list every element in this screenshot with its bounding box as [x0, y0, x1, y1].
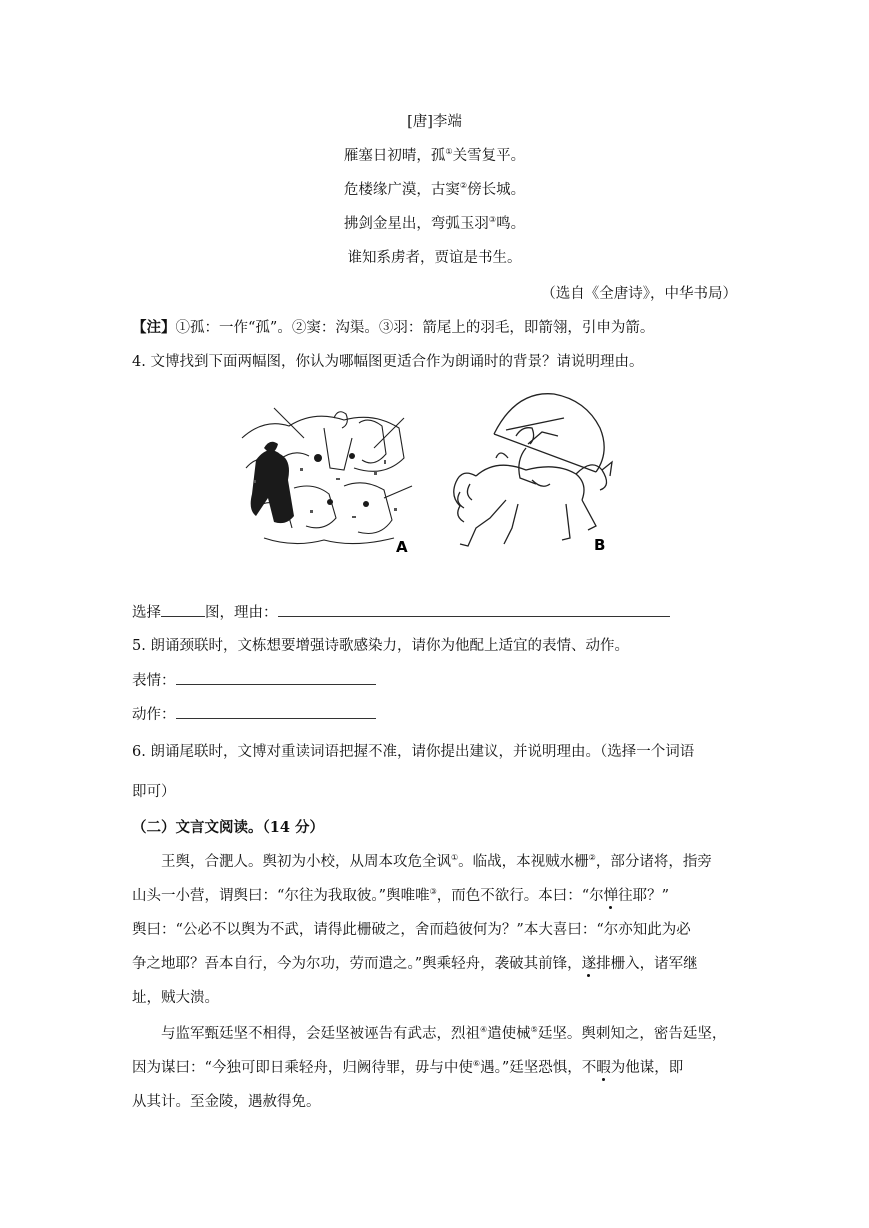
- footnote-marker: ②: [588, 853, 596, 863]
- figure-b-label: B: [594, 536, 606, 554]
- figure-b-archer-illustration: [446, 388, 618, 558]
- emphasized-char: 惮: [603, 888, 619, 904]
- passage-p2-line-1: [161, 1024, 726, 1044]
- q4-reason-blank[interactable]: [278, 602, 670, 617]
- footnote-marker: ③: [429, 887, 437, 897]
- poem-author: [唐]李端: [407, 114, 462, 130]
- text-run: 遣使械: [487, 1026, 531, 1042]
- text-run: 山头一小营，谓舆曰：“尔往为我取彼。”舆唯唯: [132, 888, 430, 904]
- text-run: 争之地耶？吾本自行，今为尔功，劳而遣之。”舆乘轻舟，袭破其前锋，: [132, 956, 582, 972]
- passage-p2-line-2: [132, 1058, 683, 1078]
- passage-p1-line-2: [132, 886, 669, 906]
- q5-action-blank[interactable]: [176, 704, 376, 719]
- text-run: 为他谋，即: [610, 1060, 684, 1076]
- question-6: 6. 朗诵尾联时，文博对重读词语把握不准，请你提出建议，并说明理由。（选择一个词语: [132, 744, 695, 760]
- emphasized-char: 暇: [596, 1060, 611, 1076]
- text-run: ，部分诸将，指旁: [595, 854, 712, 870]
- passage-p1-line-3: 舆曰：“公必不以舆为不武，请得此栅破之，舍而趋彼何为？”本大喜曰：“尔亦知此为必: [132, 922, 691, 938]
- passage-p2-line-3: 从其计。至金陵，遇赦得免。: [132, 1094, 321, 1110]
- passage-p1-line-5: 址，贼大溃。: [132, 990, 219, 1006]
- text-run: ，而色不欲行。本曰：“尔: [436, 888, 604, 904]
- poem-line-4: 谁知系虏者，贾谊是书生。: [347, 250, 522, 266]
- q5-action-line: 动作：: [132, 704, 376, 725]
- question-5: 5. 朗诵颈联时，文栋想要增强诗歌感染力，请你为他配上适宜的表情、动作。: [132, 638, 629, 654]
- q5-expression-blank[interactable]: [176, 670, 376, 685]
- text-run: 与监军甄廷坚不相得，会廷坚被诬告有武志，烈祖: [161, 1026, 480, 1042]
- passage-p1-line-4: [132, 954, 698, 974]
- question-6-continued: 即可）: [132, 784, 176, 800]
- text-run: 遇。”廷坚恐惧，不: [480, 1060, 597, 1076]
- poem-source: （选自《全唐诗》，中华书局）: [541, 286, 737, 302]
- footnote-marker: ④: [480, 1025, 488, 1035]
- figure-a-battle-illustration: [234, 398, 418, 560]
- text-run: 廷坚。舆刺知之，密告廷坚，: [537, 1026, 727, 1042]
- emphasized-char: 遂: [581, 956, 597, 972]
- footnote-marker: ①: [451, 853, 459, 863]
- q4-answer-line: 选择 图，理由：: [132, 602, 670, 623]
- figure-a-label: A: [396, 538, 408, 556]
- section-2-heading: （二）文言文阅读。（14 分）: [132, 819, 324, 836]
- poem-line-3: 拂剑金星出，弯弧玉羽③鸣。: [343, 215, 526, 232]
- text-run: 往耶？”: [618, 888, 670, 904]
- poem-line-2: 危楼缘广漠，古窦②傍长城。: [343, 181, 526, 198]
- footnote-marker: ⑤: [530, 1025, 538, 1035]
- text-run: 王舆，合淝人。舆初为小校，从周本攻危全讽: [161, 854, 451, 870]
- text-run: 。临战，本视贼水栅: [458, 854, 589, 870]
- text-run: 因为谋曰：“今独可即日乘轻舟，归阙待罪，毋与中使: [132, 1060, 473, 1076]
- question-4: 4. 文博找到下面两幅图，你认为哪幅图更适合作为朗诵时的背景？请说明理由。: [132, 354, 644, 370]
- poem-line-1: 雁塞日初晴，孤①关雪复平。: [343, 147, 526, 164]
- q5-expression-line: 表情：: [132, 670, 376, 691]
- text-run: 排栅入，诸军继: [596, 956, 698, 972]
- footnote-marker: ⑥: [472, 1059, 481, 1069]
- annotation-note: 【注】①孤：一作“孤”。②窦：沟渠。③羽：箭尾上的羽毛，即箭翎，引申为箭。: [132, 319, 655, 336]
- passage-p1-line-1: [161, 852, 712, 872]
- q4-choice-blank[interactable]: [161, 602, 205, 617]
